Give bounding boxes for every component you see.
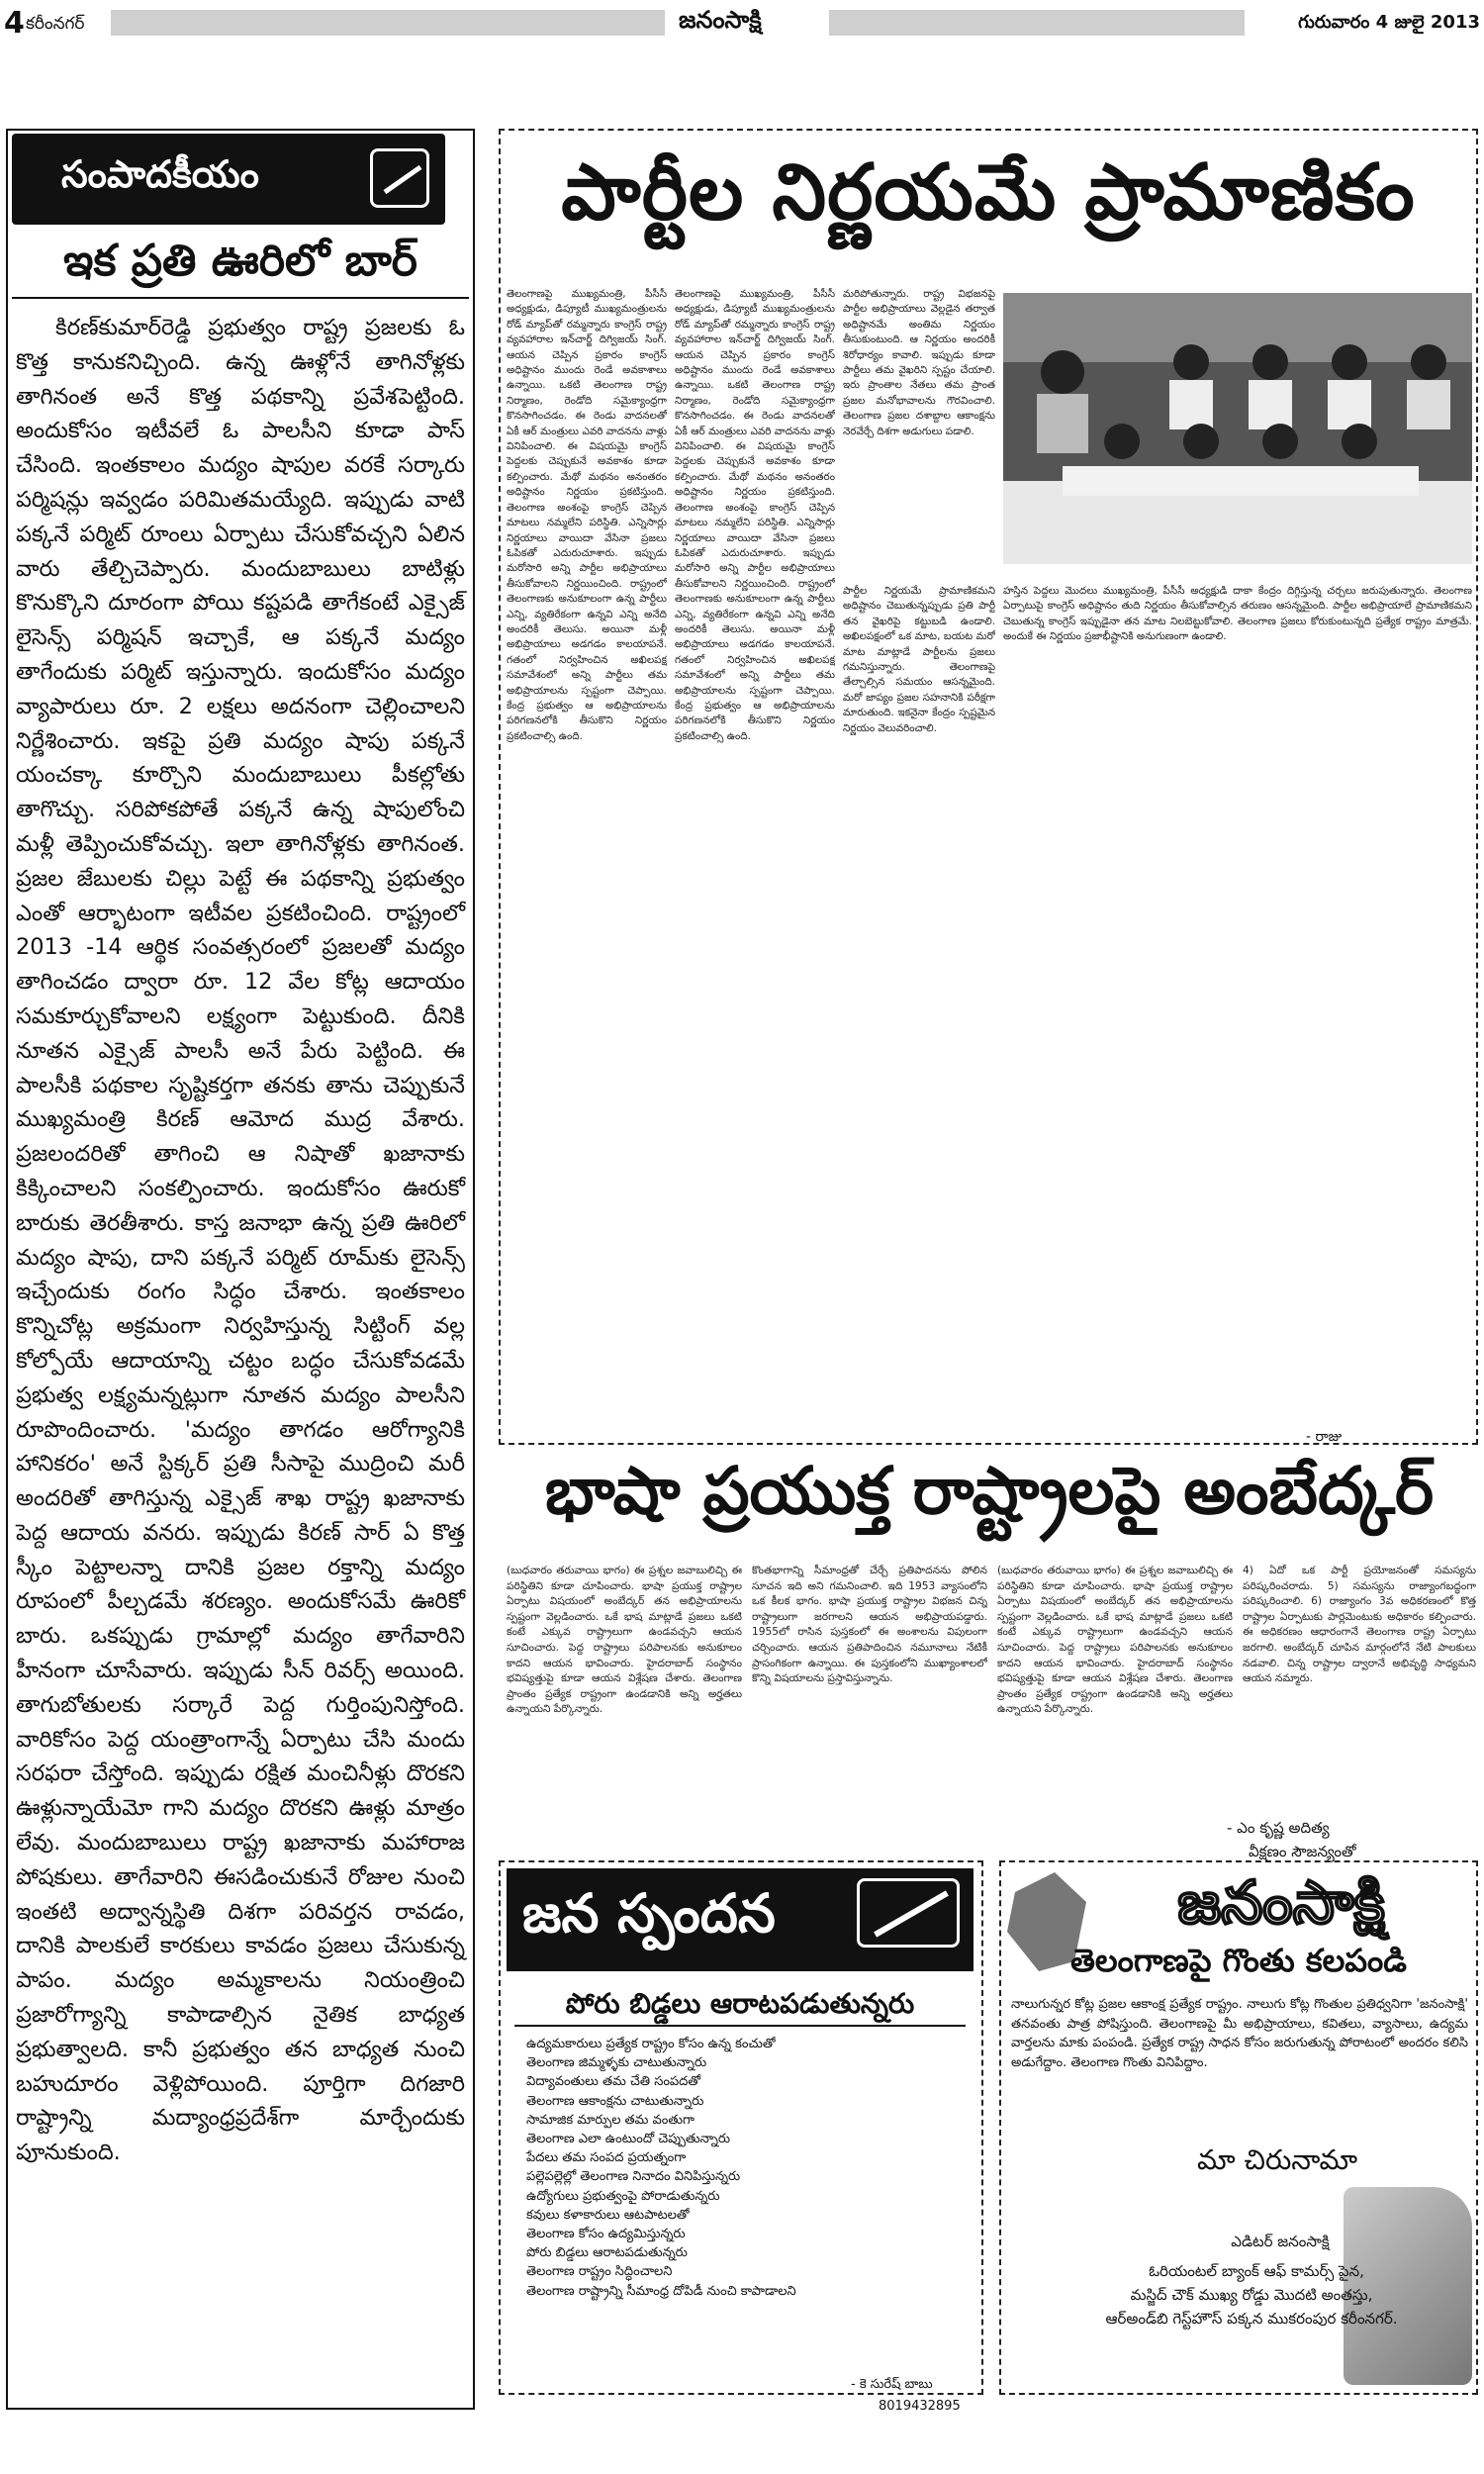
editorial-banner: సంపాదకీయం <box>12 134 445 225</box>
lead-article-signature: - రాజు <box>1306 1429 1343 1445</box>
poem-title: పోరు బిడ్డలు ఆరాటపడుతున్నరు <box>565 1987 915 2020</box>
ad-logo: జనంసాక్షి <box>1177 1868 1385 1938</box>
poem-line: సామాజిక మార్పుల తమ వంతుగా <box>526 2112 695 2128</box>
news-photo <box>1003 293 1472 564</box>
poem-line: ఉద్యోగులు ప్రభుత్వంపై పోరాడుతున్నరు <box>526 2188 720 2204</box>
lead-article-col-3: మరిపోతున్నారు. రాష్ట్ర విభజనపై పార్టీల అభిప్రాయాలు వెల్లడైన తర్వాత అధిష్టానమే అంతిమ నిర్ణయం తీసుకుంటుంది. ఆ నిర్ణయం అందరికీ శిరోధార్యం కావాలి. ఇప్పుడు కూడా పార్టీలు తమ వైఖరిని స్పష్టం చేయాలి. ఇరు ప్రాంతాల నేతలు తమ ప్రాంత ప్రజల మనోభావాలను గౌరవించాలి. తెలంగాణ ప్రజల దశాబ్దాల ఆకాంక్షను నెరవేర్చే దిశగా అడుగులు పడాలి. <box>843 288 995 437</box>
second-article-col-3: (బుధవారం తరువాయి భాగం) ఈ ప్రశ్నల జవాబులిచ్చి ఈ పరిస్థితిని కూడా చూపించారు. భాషా ప్రయుక్త రాష్ట్రాల ఏర్పాటు విషయంలో అంబేద్కర్ తన అభిప్రాయాలను స్పష్టంగా వెల్లడించారు. ఒకే భాష మాట్లాడే ప్రజలు ఒకటి కంటే ఎక్కువ రాష్ట్రాలుగా ఉండవచ్చని ఆయన సూచించారు. పెద్ద రాష్ట్రాలు పరిపాలనకు అనుకూలం కాదని ఆయన భావించారు. హైదరాబాద్ సంస్థానం భవిష్యత్తుపై కూడా ఆయన విశ్లేషణ చేశారు. తెలంగాణ ప్రాంతం ప్రత్యేక రాష్ట్రంగా ఉండడానికి అన్ని అర్హతలు ఉన్నాయని పేర్కొన్నారు. <box>997 1565 1233 1716</box>
second-headline: భాషా ప్రయుక్త రాష్ట్రాలపై అంబేద్కర్ <box>544 1453 1435 1529</box>
poem-line: తెలంగాణ ఆకాంక్షను చాటుతున్నారు <box>526 2093 704 2109</box>
editorial-divider <box>12 297 469 299</box>
second-article-author: - ఎం కృష్ణ అదిత్య <box>1227 1819 1330 1837</box>
pen-icon <box>370 148 429 208</box>
masthead-logo: జనంసాక్షి <box>679 6 762 34</box>
ad-address-line: మస్జిద్ చౌక్‌ ముఖ్య రోడ్డు మొదటి అంతస్తు, <box>1130 2286 1373 2304</box>
poem-line: విద్యావంతులు తమ చేతి సంపదతో <box>526 2074 701 2090</box>
poem-line: పల్లెపల్లెల్లో తెలంగాణ నినాదం వినిపిస్తున్నరు <box>526 2169 741 2185</box>
lead-article-col-1: తెలంగాణపై ముఖ్యమంత్రి, పీసీసీ అధ్యక్షుడు, డిప్యూటీ ముఖ్యమంత్రులను రోడ్ మ్యాప్‌తో రమ్మన్నారు కాంగ్రెస్ రాష్ట్ర వ్యవహారాల ఇన్‌చార్జ్ దిగ్విజయ్ సింగ్. ఆయన చెప్పిన ప్రకారం కాంగ్రెస్ అధిష్టానం ముందు రెండే అవకాశాలు ఉన్నాయి. ఒకటి తెలంగాణ రాష్ట్ర నిర్మాణం, రెండోది సమైక్యాంధ్రగా కొనసాగించడం. ఈ రెండు వాదనలతో ఏకీ ఆర్ మంత్రులు ఎవరి వాదనను వాళ్లు వినిపించాలి. ఈ విషయమై కాంగ్రెస్ పెద్దలకు చెప్పుకునే అవకాశం కూడా కల్పించారు. మేథో మథనం అనంతరం అధిష్టానం నిర్ణయం ప్రకటిస్తుంది. తెలంగాణ అంశంపై కాంగ్రెస్ చెప్పిన మాటలు నమ్మలేని పరిస్థితి. ఎన్నిసార్లు నిర్ణయాలు వాయిదా వేసినా ప్రజలు ఓపికతో ఎదురుచూశారు. ఇప్పుడు మరోసారి అన్ని పార్టీల అభిప్రాయాలు తీసుకోవాలని నిర్ణయించింది. రాష్ట్రంలో తెలంగాణకు అనుకూలంగా ఉన్న పార్టీలు ఎన్ని, వ్యతిరేకంగా ఉన్నవి ఎన్ని అనేది అందరికీ తెలుసు. అయినా మళ్లీ అభిప్రాయాలు అడగడం కాలయాపనే. గతంలో నిర్వహించిన అఖిలపక్ష సమావేశంలో అన్ని పార్టీలు తమ అభిప్రాయాలను స్పష్టంగా చెప్పాయి. కేంద్ర ప్రభుత్వం ఆ అభిప్రాయాలను పరిగణనలోకి తీసుకొని నిర్ణయం ప్రకటించాల్సి ఉంది. <box>507 288 667 742</box>
ad-subtitle: తెలంగాణపై గొంతు కలపండి <box>1070 1942 1407 1979</box>
lead-headline: పార్టీల నిర్ణయమే ప్రామాణికం <box>561 148 1416 238</box>
ad-address-line: ఎడిటర్ జనంసాక్షి <box>1231 2233 1330 2250</box>
editorial-title: ఇక ప్రతి ఊరిలో బార్ <box>63 236 417 286</box>
poem-line: తెలంగాణ రాష్ట్రం సిద్ధించాలని <box>526 2264 673 2280</box>
poem-line: తెలంగాణ రాష్ట్రాన్ని సీమాంధ్ర దోపిడీ నుంచి కాపాడాలని <box>526 2283 796 2299</box>
poem-line: కవులు కళాకారులు ఆటపాటలతో <box>526 2207 690 2223</box>
second-article-col-4: 4) ఏదో ఒక పార్టీ ప్రయోజనంతో సమస్యను పరిష్కరించరాదు. 5) సమస్యను రాజ్యాంగబద్ధంగా పరిష్కరించాలి. 6) రాజ్యాంగం 3వ అధికరణంలో కొత్త రాష్ట్రాల ఏర్పాటుకు పార్లమెంటుకు అధికారం కల్పించారు. ఈ అధికరణం ఆధారంగానే తెలంగాణ రాష్ట్ర ఏర్పాటు జరగాలి. అంబేద్కర్ చూపిన మార్గంలోనే నేటి పాలకులు నడవాలి. చిన్న రాష్ట్రాల ద్వారానే అభివృద్ధి సాధ్యమని ఆయన నమ్మారు. <box>1243 1565 1476 1685</box>
ad-address-line: ఆర్‌అండ్‌బి గెస్ట్‌హౌస్ పక్కన ముకరంపుర కరీంనగర్. <box>1105 2310 1398 2328</box>
issue-date: గురువారం 4 జులై 2013 <box>1298 12 1480 33</box>
poem-line: పోరు బిడ్డలు ఆరాటపడుతున్నరు <box>526 2245 688 2261</box>
poem-author-phone: 8019432895 <box>879 2399 961 2414</box>
header-bar-left <box>111 10 665 36</box>
jana-spandana-banner: జన స్పందన <box>507 1868 974 1971</box>
poem-divider <box>514 2025 966 2027</box>
lead-article-col-4: హస్తిన పెద్దలు మొదలు ముఖ్యమంత్రి, పీసీసీ అధ్యక్షుడి దాకా కేంద్రం దిగ్గిస్తున్న చర్చలు జరుపుతున్నారు. తెలంగాణ ఏర్పాటుపై కాంగ్రెస్ అధిష్టానం తుది నిర్ణయం తీసుకోవాల్సిన తరుణం ఆసన్నమైంది. పార్టీల అభిప్రాయాలే ప్రామాణికమని చెబుతున్న కాంగ్రెస్ ఇప్పుడైనా తన మాట నిలబెట్టుకోవాలి. తెలంగాణ ప్రజలు కోరుకుంటున్నది ప్రత్యేక రాష్ట్రం మాత్రమే. అందుకే ఈ నిర్ణయం ప్రజాభీష్టానికి అనుగుణంగా ఉండాలి. <box>1003 585 1472 643</box>
ad-address-label: మా చిరునామా <box>1197 2143 1358 2176</box>
poem-line: పేదలు తమ సంపద ప్రయత్నంగా <box>526 2150 687 2166</box>
ad-description: నాలుగున్నర కోట్ల ప్రజల ఆకాంక్ష ప్రత్యేక రాష్ట్రం. నాలుగు కోట్ల గొంతుల ప్రతిధ్వనిగా 'జనంసాక్షి' తనవంతు పాత్ర పోషిస్తుంది. తెలంగాణపై మీ అభిప్రాయాలు, కవితలు, వ్యాసాలు, ఉద్యమ వార్తలను మాకు పంపండి. ప్రత్యేక రాష్ట్ర సాధన కోసం జరుగుతున్న పోరాటంలో అందరం కలిసి అడుగేద్దాం. తెలంగాణ గొంతు వినిపిద్దాం. <box>1011 1997 1468 2070</box>
poem-line: తెలంగాణ కోసం ఉద్యమిస్తున్నరు <box>526 2227 686 2242</box>
second-article-col-1: (బుధవారం తరువాయి భాగం) ఈ ప్రశ్నల జవాబులిచ్చి ఈ పరిస్థితిని కూడా చూపించారు. భాషా ప్రయుక్త రాష్ట్రాల ఏర్పాటు విషయంలో అంబేద్కర్ తన అభిప్రాయాలను స్పష్టంగా వెల్లడించారు. ఒకే భాష మాట్లాడే ప్రజలు ఒకటి కంటే ఎక్కువ రాష్ట్రాలుగా ఉండవచ్చని ఆయన సూచించారు. పెద్ద రాష్ట్రాలు పరిపాలనకు అనుకూలం కాదని ఆయన భావించారు. హైదరాబాద్ సంస్థానం భవిష్యత్తుపై కూడా ఆయన విశ్లేషణ చేశారు. తెలంగాణ ప్రాంతం ప్రత్యేక రాష్ట్రంగా ఉండడానికి అన్ని అర్హతలు ఉన్నాయని పేర్కొన్నారు. <box>507 1565 742 1716</box>
ad-address-line: ఓరియంటల్ బ్యాంక్ ఆఫ్ కామర్స్ పైన, <box>1149 2262 1364 2280</box>
poem-lines <box>526 2035 962 2301</box>
poem-line: తెలంగాణ జిమ్మళ్ళకు చాటుతున్నారు <box>526 2055 707 2071</box>
header-bar-right <box>829 10 1245 36</box>
page-number: 4 <box>4 6 25 41</box>
second-article-col-2: కొంతభాగాన్ని సీమాంధ్రతో చేర్చే ప్రతిపాదనను పోలిన సూచన ఇది అని గమనించాలి. ఇది 1953 వ్యాసంలోని ఒక కీలక భాగం. భాషా ప్రయుక్త రాష్ట్రాల విభజన చిన్న రాష్ట్రాలుగా జరగాలని ఆయన అభిప్రాయపడ్డారు. 1955లో రాసిన పుస్తకంలో ఈ అంశాలను విపులంగా చర్చించారు. ఆయన ప్రతిపాదించిన నమూనాలు నేటికీ ప్రాసంగికంగా ఉన్నాయి. ఈ పుస్తకంలోని ముఖ్యాంశాలలో కొన్ని విషయాలను ప్రస్తావిస్తున్నాను. <box>752 1565 987 1685</box>
poem-line: తెలంగాణ ఎలా ఉంటుందో చెప్పుతున్నారు <box>526 2132 731 2147</box>
lead-article-col-2: తెలంగాణపై ముఖ్యమంత్రి, పీసీసీ అధ్యక్షుడు, డిప్యూటీ ముఖ్యమంత్రులను రోడ్ మ్యాప్‌తో రమ్మన్నారు కాంగ్రెస్ రాష్ట్ర వ్యవహారాల ఇన్‌చార్జ్ దిగ్విజయ్ సింగ్. ఆయన చెప్పిన ప్రకారం కాంగ్రెస్ అధిష్టానం ముందు రెండే అవకాశాలు ఉన్నాయి. ఒకటి తెలంగాణ రాష్ట్ర నిర్మాణం, రెండోది సమైక్యాంధ్రగా కొనసాగించడం. ఈ రెండు వాదనలతో ఏకీ ఆర్ మంత్రులు ఎవరి వాదనను వాళ్లు వినిపించాలి. ఈ విషయమై కాంగ్రెస్ పెద్దలకు చెప్పుకునే అవకాశం కూడా కల్పించారు. మేథో మథనం అనంతరం అధిష్టానం నిర్ణయం ప్రకటిస్తుంది. తెలంగాణ అంశంపై కాంగ్రెస్ చెప్పిన మాటలు నమ్మలేని పరిస్థితి. ఎన్నిసార్లు నిర్ణయాలు వాయిదా వేసినా ప్రజలు ఓపికతో ఎదురుచూశారు. ఇప్పుడు మరోసారి అన్ని పార్టీల అభిప్రాయాలు తీసుకోవాలని నిర్ణయించింది. రాష్ట్రంలో తెలంగాణకు అనుకూలంగా ఉన్న పార్టీలు ఎన్ని, వ్యతిరేకంగా ఉన్నవి ఎన్ని అనేది అందరికీ తెలుసు. అయినా మళ్లీ అభిప్రాయాలు అడగడం కాలయాపనే. గతంలో నిర్వహించిన అఖిలపక్ష సమావేశంలో అన్ని పార్టీలు తమ అభిప్రాయాలను స్పష్టంగా చెప్పాయి. కేంద్ర ప్రభుత్వం ఆ అభిప్రాయాలను పరిగణనలోకి తీసుకొని నిర్ణయం ప్రకటించాల్సి ఉంది. <box>675 288 835 742</box>
lead-article-col-3b: పార్టీల నిర్ణయమే ప్రామాణికమని అధిష్టానం చెబుతున్నప్పుడు ప్రతి పార్టీ తన వైఖరిపై కట్టుబడి ఉండాలి. అఖిలపక్షంలో ఒక మాట, బయట మరో మాట మాట్లాడే పార్టీలను ప్రజలు గమనిస్తున్నారు. తెలంగాణపై తేల్చాల్సిన సమయం ఆసన్నమైంది. మరో జాప్యం ప్రజల సహనానికి పరీక్షగా మారుతుంది. ఇకనైనా కేంద్రం స్పష్టమైన నిర్ణయం వెలువరించాలి. <box>843 585 995 734</box>
editorial-body: కిరణ్‌కుమార్‌రెడ్డి ప్రభుత్వం రాష్ట్ర ప్రజలకు ఓ కొత్త కానుకనిచ్చింది. ఉన్న ఊళ్లోనే తాగినోళ్లకు తాగినంత అనే కొత్త పథకాన్ని ప్రవేశపెట్టింది. అందుకోసం ఇటీవలే ఓ పాలసీని కూడా పాస్ చేసింది. ఇంతకాలం మద్యం షాపుల వరకే సర్కారు పర్మిషన్లు ఇవ్వడం పరిమితమయ్యేది. ఇప్పుడు వాటి పక్కనే పర్మిట్ రూంలు ఏర్పాటు చేసుకోవచ్చని ఏలిన వారు తేల్చిచెప్పారు. మందుబాబులు బాటిళ్లు కొనుక్కొని దూరంగా పోయి కష్టపడి తాగేకంటే ఎక్సైజ్ లైసెన్స్ పర్మిషన్ ఇచ్చాకే, ఆ పక్కనే మద్యం తాగేందుకు పర్మిట్ ఇస్తున్నారు. ఇందుకోసం మద్యం వ్యాపారులు రూ. 2 లక్షలు అదనంగా చెల్లించాలని నిర్ణేశించారు. ఇకపై ప్రతి మద్యం షాపు పక్కనే యంచక్కా కూర్చొని మందుబాబులు పీకల్లోతు తాగొచ్చు. సరిపోకపోతే పక్కనే ఉన్న షాపులోంచి మళ్లీ తెప్పించుకోవచ్చు. ఇలా తాగినోళ్లకు తాగినంత. ప్రజల జేబులకు చిల్లు పెట్టే ఈ పథకాన్ని ప్రభుత్వం ఎంతో ఆర్భాటంగా ఇటీవల ప్రకటించింది. రాష్ట్రంలో 2013 -14 ఆర్థిక సంవత్సరంలో ప్రజలతో మద్యం తాగించడం ద్వారా రూ. 12 వేల కోట్ల ఆదాయం సమకూర్చుకోవాలని లక్ష్యంగా పెట్టుకుంది. దీనికి నూతన ఎక్సైజ్ పాలసీ అనే పేరు పెట్టింది. ఈ పాలసీకి పథకాల సృష్టికర్తగా తనకు తాను చెప్పుకునే ముఖ్యమంత్రి కిరణ్ ఆమోద ముద్ర వేశారు. ప్రజలందరితో తాగించి ఆ నిషాతో ఖజానాకు కిక్కించాలని సంకల్పించారు. ఇందుకోసం ఊరుకో బారుకు తెరతీశారు. కాస్త జనాభా ఉన్న ప్రతి ఊరిలో మద్యం షాపు, దాని పక్కనే పర్మిట్ రూమ్‌కు లైసెన్స్ ఇచ్చేందుకు రంగం సిద్ధం చేశారు. ఇంతకాలం కొన్నిచోట్ల అక్రమంగా నిర్వహిస్తున్న సిట్టింగ్ వల్ల కోల్పోయే ఆదాయాన్ని చట్టం బద్ధం చేసుకోవడమే ప్రభుత్వ లక్ష్యమన్నట్లుగా నూతన మద్యం పాలసీని రూపొందించారు. 'మద్యం తాగడం ఆరోగ్యానికి హానికరం' అనే స్టిక్కర్ ప్రతి సీసాపై ముద్రించి మరీ అందరితో తాగిస్తున్న ఎక్సైజ్ శాఖ రాష్ట్ర ఖజానాకు పెద్ద ఆదాయ వనరు. ఇప్పుడు కిరణ్ సార్ ఏ కొత్త స్కీం పెట్టాలన్నా దానికి ప్రజల రక్తాన్ని మద్యం రూపంలో పీల్చడమే శరణ్యం. అందుకోసమే ఊరికో బారు. ఒకప్పుడు గ్రామాల్లో మద్యం తాగేవారిని హీనంగా చూసేవారు. ఇప్పుడు సీన్ రివర్స్ అయింది. తాగుబోతులకు సర్కారే పెద్ద గుర్తింపునిస్తోంది. వారికోసం పెద్ద యంత్రాంగాన్నే ఏర్పాటు చేసి మందు సరఫరా చేస్తోంది. ఇప్పుడు రక్షిత మంచినీళ్లు దొరకని ఊళ్లున్నాయేమో గాని మద్యం దొరకని ఊళ్లు మాత్రం లేవు. మందుబాబులు రాష్ట్ర ఖజానాకు మహారాజ పోషకులు. తాగేవారిని ఈసడించుకునే రోజుల నుంచి ఇంతటి అద్వాన్నస్థితి దిశగా పరివర్తన రావడం, దానికి పాలకులే కారకులు కావడం ప్రజలు చేసుకున్న పాపం. మద్యం అమ్మకాలను నియంత్రించి ప్రజారోగ్యాన్ని కాపాడాల్సిన నైతిక బాధ్యత ప్రభుత్వాలది. కానీ ప్రభుత్వం తన బాధ్యత నుంచి బహుదూరం వెళ్లిపోయింది. పూర్తిగా దిగజారి రాష్ట్రాన్ని మద్యాంధ్రప్రదేశ్‌గా మార్చేందుకు పూనుకుంది. <box>16 315 465 2166</box>
poem-line: ఉద్యమకారులు ప్రత్యేక రాష్ట్రం కోసం ఉన్న కంచుతో <box>526 2037 776 2051</box>
second-article-source: వీక్షణం సౌజన్యంతో <box>1249 1843 1356 1860</box>
writing-hand-icon <box>857 1878 960 1948</box>
page-location: కరీంనగర్ <box>26 14 85 34</box>
poem-author: - కె సురేష్ బాబు <box>851 2377 933 2392</box>
